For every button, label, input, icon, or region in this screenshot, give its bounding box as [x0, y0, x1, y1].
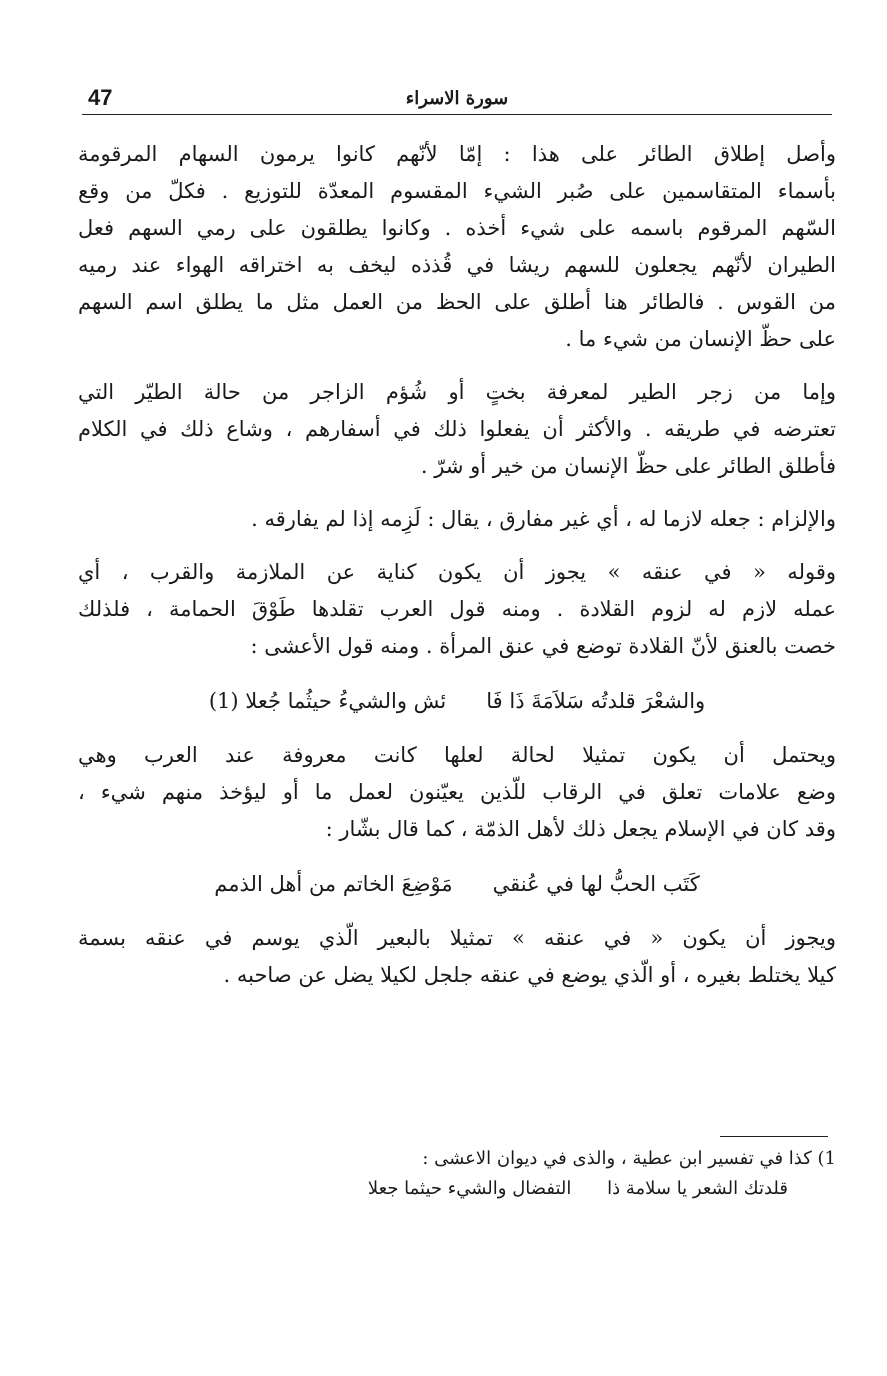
text-line: خصت بالعنق لأنّ القلادة توضع في عنق المرأة . ومنه قول الأعشى :: [250, 634, 836, 658]
text-line: من القوس . فالطائر هنا أطلق على الحظ من العمل مثل ما يطلق اسم السهم: [78, 290, 836, 314]
paragraph-1: [78, 136, 836, 358]
header-rule: [82, 114, 832, 115]
footnote-hemistich: التفضال والشيء حيثما جعلا: [367, 1178, 572, 1199]
paragraph-5: [78, 737, 836, 848]
text-line: وقد كان في الإسلام يجعل ذلك لأهل الذمّة ، كما قال بشّار :: [325, 817, 836, 841]
text-line: بأسماء المتقاسمين على صُبر الشيء المقسوم المعدّة للتوزيع . فكلّ من وقع: [78, 179, 836, 203]
footnotes: [150, 1144, 836, 1204]
verse-hemistich: ئش والشيءُ حيثُما جُعلا (1): [208, 689, 447, 713]
text-line: ويجوز أن يكون « في عنقه » تمثيلا بالبعير الّذي يوسم في عنقه بسمة: [78, 926, 836, 950]
main-text: [78, 136, 836, 1010]
verse-hemistich: مَوْضِعَ الخاتم من أهل الذمم: [214, 872, 453, 896]
page-header: [82, 84, 832, 114]
paragraph-3: [78, 501, 836, 538]
paragraph-4: [78, 554, 836, 665]
running-title: سورة الاسراء: [405, 88, 509, 109]
footnote-rule: [720, 1136, 828, 1137]
footnote-verse: [150, 1174, 836, 1204]
text-line: ويحتمل أن يكون تمثيلا لحالة لعلها كانت معروفة عند العرب وهي: [78, 743, 836, 767]
paragraph-2: [78, 374, 836, 485]
footnote-hemistich: قلدتك الشعر يا سلامة ذا: [607, 1178, 788, 1199]
text-line: عمله لازم له لزوم القلادة . ومنه قول العرب تقلدها طَوْقَ الحمامة ، فلذلك: [78, 597, 836, 621]
footnote-1: 1) كذا في تفسير ابن عطية ، والذى في ديوان الاعشى :: [422, 1148, 836, 1169]
text-line: والإلزام : جعله لازما له ، أي غير مفارق ، يقال : لَزِمه إذا لم يفارقه .: [251, 507, 836, 531]
text-line: على حظّ الإنسان من شيء ما .: [565, 327, 836, 351]
verse-bashshar: [78, 864, 836, 904]
text-line: الطيران لأنّهم يجعلون للسهم ريشا في قُذذه ليخف به اختراقه الهواء عند رميه: [78, 253, 836, 277]
paragraph-6: [78, 920, 836, 994]
text-line: السّهم المرقوم باسمه على شيء أخذه . وكانوا يطلقون على رمي السهم فعل: [78, 216, 836, 240]
verse-alasha: [78, 681, 836, 721]
text-line: وقوله « في عنقه » يجوز أن يكون كناية عن الملازمة والقرب ، أي: [78, 560, 836, 584]
text-line: تعترضه في طريقه . والأكثر أن يفعلوا ذلك في أسفارهم ، وشاع ذلك في الكلام: [78, 417, 836, 441]
text-line: وضع علامات تعلق في الرقاب للّذين يعيّنون لعمل ما أو ليؤخذ منهم شيء ،: [78, 780, 836, 804]
text-line: فأطلق الطائر على حظّ الإنسان من خير أو شرّ .: [420, 454, 836, 478]
text-line: كيلا يختلط بغيره ، أو الّذي يوضع في عنقه جلجل لكيلا يضل عن صاحبه .: [223, 963, 836, 987]
text-line: وإما من زجر الطير لمعرفة بختٍ أو شُؤم الزاجر من حالة الطيّر التي: [78, 380, 836, 404]
verse-hemistich: والشعْرَ قلدتُه سَلاَمَةَ ذَا فَا: [486, 689, 706, 713]
verse-hemistich: كَتَب الحبُّ لها في عُنقي: [492, 872, 700, 896]
text-line: وأصل إطلاق الطائر على هذا : إمّا لأنّهم كانوا يرمون السهام المرقومة: [78, 142, 836, 166]
page-number: 47: [88, 85, 113, 110]
